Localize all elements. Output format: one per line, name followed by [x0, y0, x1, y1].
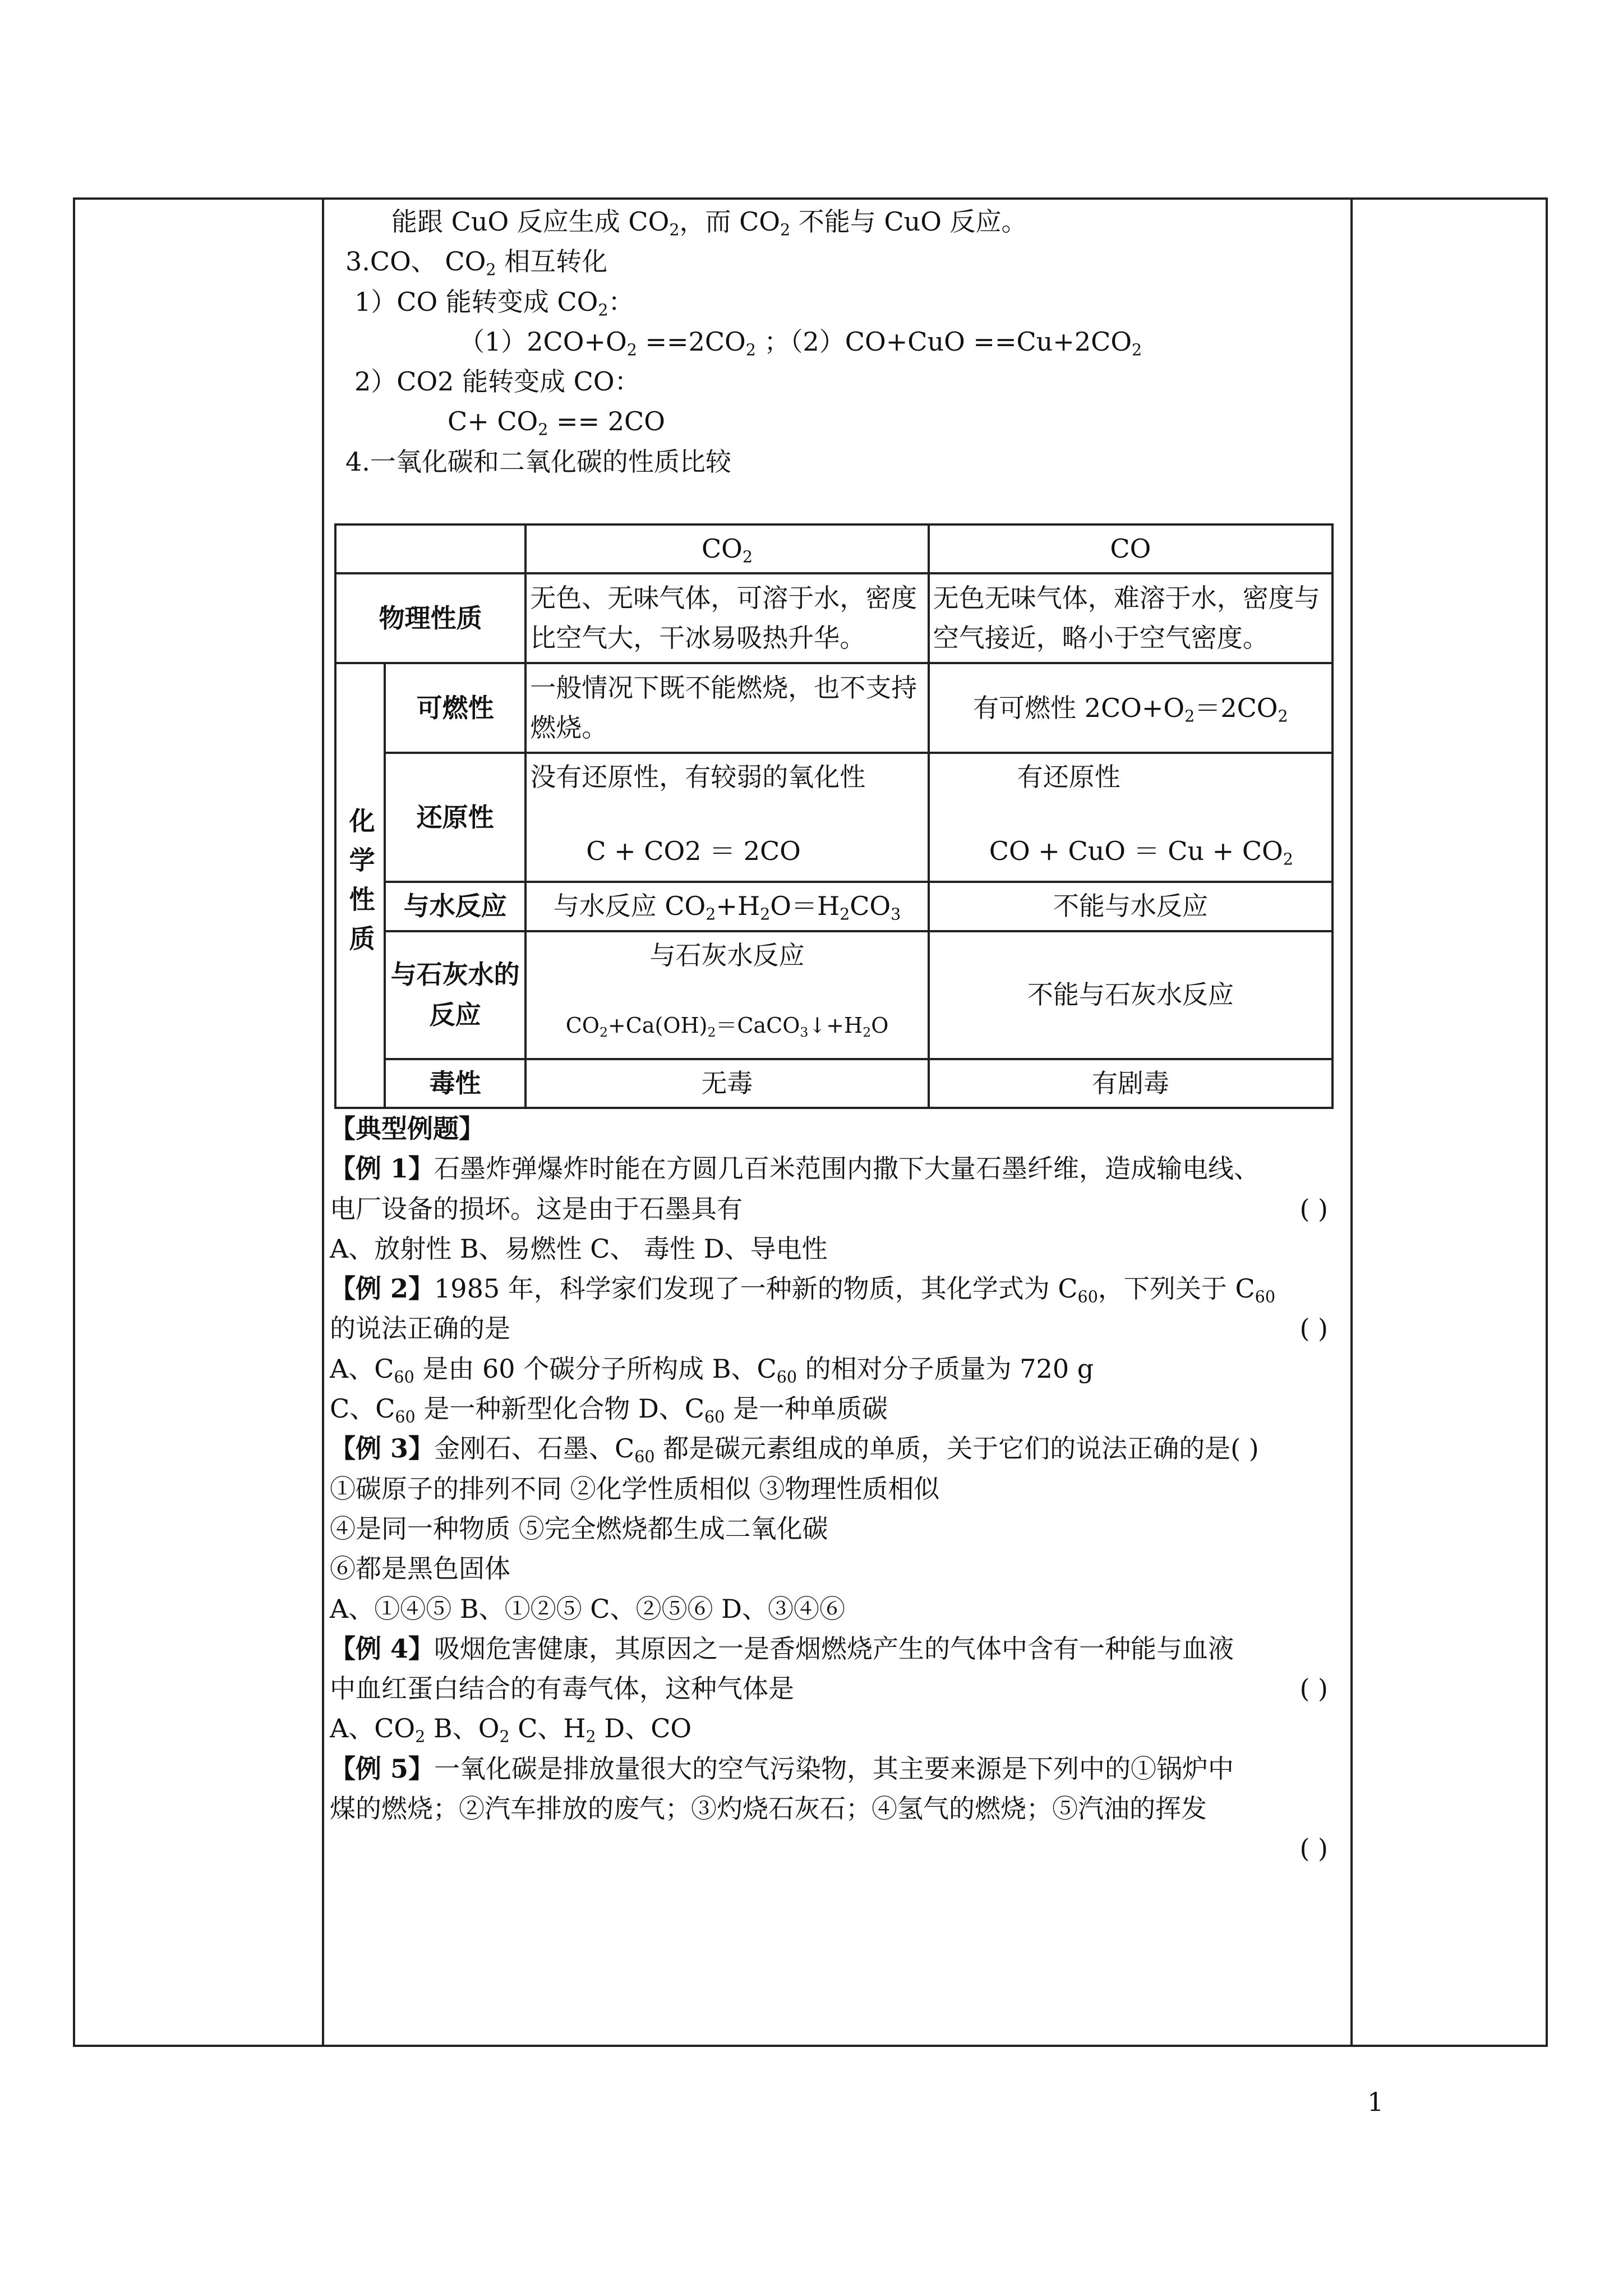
- example-3-line-a: 【例 3】金刚石、石墨、$C_{60}$ 都是碳元素组成的单质，关于它们的说法正确的是( ): [330, 1433, 1259, 1466]
- example-5-line-a: 【例 5】一氧化碳是排放量很大的空气污染物，其主要来源是下列中的①锅炉中: [330, 1753, 1234, 1784]
- comparison-table: [334, 523, 1334, 1109]
- header-co2: $CO_2$: [525, 524, 928, 573]
- cell-lime-co2: [525, 931, 928, 1059]
- label-physical: 物理性质: [335, 573, 525, 663]
- example-1-line-a: 【例 1】石墨炸弹爆炸时能在方圆几百米范围内撒下大量石墨纤维，造成输电线、: [330, 1153, 1260, 1184]
- line-co-equations: $(1)2CO+O_2 ==2CO_2$ ；$(2)CO+CuO ==Cu+2CO_2$: [459, 326, 1142, 360]
- label-chemical: 化学性质: [335, 663, 385, 1108]
- red-co-equation: CO + CuO ＝ $Cu + CO_2$: [989, 835, 1293, 869]
- cell-tox-co: 有剧毒: [929, 1059, 1332, 1108]
- example-2-line-a: 【例 2】1985 年，科学家们发现了一种新的物质，其化学式为 $C_{60}$，下列关于 $C_{60}$: [330, 1273, 1275, 1306]
- example-3-statements-3: ⑥都是黑色固体: [330, 1553, 510, 1584]
- answer-paren: ( ): [1299, 1313, 1328, 1344]
- example-3-statements-1: ①碳原子的排列不同 ②化学性质相似 ③物理性质相似: [330, 1473, 940, 1504]
- lime-co2-equation: $CO_2+Ca(OH)_2=CaCO_3↓+H_2O$: [565, 1013, 889, 1041]
- label-reduction: 还原性: [385, 753, 525, 882]
- red-co-text: 有还原性: [1017, 762, 1121, 793]
- example-5-line-c: [330, 1829, 1350, 1869]
- example-2-option-ab: A、$C_{60}$ 是由 60 个碳分子所构成 B、$C_{60}$ 的相对分子质量为 720 g: [330, 1353, 1094, 1387]
- line-co2-to-co: 2）CO2 能转变成 CO：: [354, 366, 640, 397]
- cell-lime-co: 不能与石灰水反应: [929, 931, 1332, 1059]
- heading-conversion: 3.CO、 $CO_2$ 相互转化: [345, 246, 608, 279]
- label-water: 与水反应: [385, 882, 525, 931]
- table-row-limewater: [335, 931, 1332, 1059]
- example-3-statements-2: ④是同一种物质 ⑤完全燃烧都生成二氧化碳: [330, 1513, 828, 1544]
- frame-col-divider-2: [1350, 197, 1353, 2047]
- header-co: CO: [929, 524, 1332, 573]
- line-cuo-reaction: 能跟 CuO 反应生成 $CO_2$，而 $CO_2$ 不能与 CuO 反应。: [391, 206, 1027, 240]
- cell-red-co2: [525, 753, 928, 882]
- label-toxicity: 毒性: [385, 1059, 525, 1108]
- main-content: [330, 202, 1350, 1869]
- answer-paren: ( ): [1299, 1833, 1328, 1864]
- cell-water-co: 不能与水反应: [929, 882, 1332, 931]
- page-number: 1: [1367, 2087, 1384, 2117]
- table-row-toxicity: [335, 1059, 1332, 1108]
- example-2-line-b: 的说法正确的是 ( ): [330, 1309, 1350, 1349]
- table-row-combustibility: [335, 663, 1332, 753]
- cell-comb-co2: 一般情况下既不能燃烧，也不支持燃烧。: [525, 663, 928, 753]
- frame-right-border: [1546, 197, 1548, 2047]
- line-co-to-co2: 1）CO 能转变成 $CO_2$：: [354, 286, 634, 320]
- example-2-option-cd: C、$C_{60}$ 是一种新型化合物 D、$C_{60}$ 是一种单质碳: [330, 1393, 888, 1427]
- answer-paren: ( ): [1299, 1673, 1328, 1704]
- header-empty: [335, 524, 525, 573]
- frame-bottom-border: [73, 2045, 1548, 2047]
- cell-water-co2: 与水反应 $CO_2+H_2O=H_2CO_3$: [525, 882, 928, 931]
- frame-col-divider-1: [322, 197, 324, 2047]
- table-row-reduction: [335, 753, 1332, 882]
- example-4-line-a: 【例 4】吸烟危害健康，其原因之一是香烟燃烧产生的气体中含有一种能与血液: [330, 1633, 1234, 1664]
- examples-heading: 【典型例题】: [330, 1113, 485, 1144]
- table-row-water: [335, 882, 1332, 931]
- example-5-line-b: 煤的燃烧；②汽车排放的废气；③灼烧石灰石；④氢气的燃烧；⑤汽油的挥发: [330, 1793, 1207, 1824]
- example-4-line-b: 中血红蛋白结合的有毒气体，这种气体是 ( ): [330, 1669, 1350, 1709]
- cell-physical-co: 无色无味气体，难溶于水，密度与空气接近，略小于空气密度。: [929, 573, 1332, 663]
- cell-tox-co2: 无毒: [525, 1059, 928, 1108]
- example-3-options: A、①④⑤ B、①②⑤ C、②⑤⑥ D、③④⑥: [330, 1593, 845, 1624]
- label-limewater: 与石灰水的反应: [385, 931, 525, 1059]
- table-row-physical: [335, 573, 1332, 663]
- frame-top-border: [73, 197, 1548, 200]
- frame-left-border: [73, 197, 75, 2047]
- red-co2-equation: C + CO2 ＝ 2CO: [586, 835, 801, 866]
- line-co2-equation: $C+ CO_2 == 2CO$: [448, 406, 665, 440]
- example-4-options: A、$CO_2$ B、$O_2$ C、$H_2$ D、CO: [330, 1713, 692, 1746]
- cell-comb-co: 有可燃性 $2CO+O_2=2CO_2$: [929, 663, 1332, 753]
- answer-paren: ( ): [1299, 1193, 1328, 1224]
- heading-comparison: 4.一氧化碳和二氧化碳的性质比较: [345, 446, 731, 477]
- example-1-line-b: 电厂设备的损坏。这是由于石墨具有 ( ): [330, 1189, 1350, 1229]
- label-combustibility: 可燃性: [385, 663, 525, 753]
- cell-red-co: [929, 753, 1332, 882]
- lime-co2-text: 与石灰水反应: [649, 940, 805, 970]
- red-co2-text: 没有还原性，有较弱的氧化性: [530, 762, 866, 793]
- example-1-options: A、放射性 B、易燃性 C、 毒性 D、导电性: [330, 1233, 828, 1264]
- table-header-row: [335, 524, 1332, 573]
- cell-physical-co2: 无色、无味气体，可溶于水，密度比空气大，干冰易吸热升华。: [525, 573, 928, 663]
